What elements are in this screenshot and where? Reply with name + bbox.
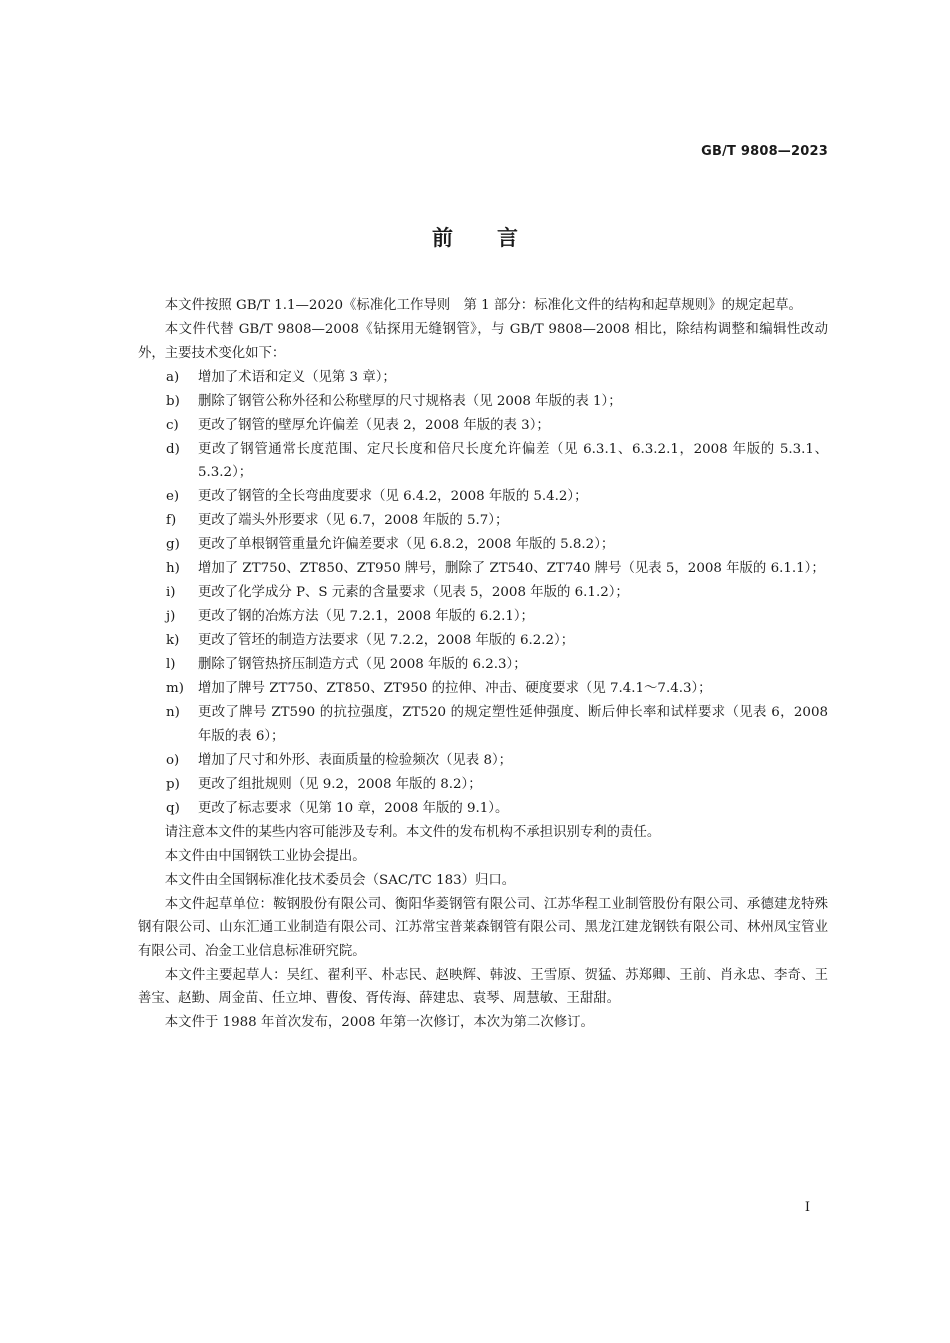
list-item-label: g) [166, 537, 180, 552]
list-item [138, 701, 828, 748]
list-item-label: a) [166, 369, 180, 385]
list-item-label: b) [166, 393, 180, 409]
drafting-organizations: 本文件起草单位：鞍钢股份有限公司、衡阳华菱钢管有限公司、江苏华程工业制管股份有限公司、承德建龙特殊钢有限公司、山东汇通工业制造有限公司、江苏常宝普莱森钢管有限公司、黑龙江建龙钢铁有限公司、林州凤宝管业有限公司、冶金工业信息标准研究院。 [138, 896, 828, 959]
change-list [138, 366, 828, 821]
list-item-text: 增加了牌号 ZT750、ZT850、ZT950 的拉伸、冲击、硬度要求（见 7.4.1～7.4.3）； [198, 681, 712, 696]
list-item [138, 366, 828, 390]
list-item-label: k) [166, 633, 180, 648]
title-char-1: 前 [432, 226, 453, 250]
list-item-text: 更改了端头外形要求（见 6.7，2008 年版的 5.7）； [198, 513, 509, 528]
list-item-text: 更改了组批规则（见 9.2，2008 年版的 8.2）； [198, 776, 482, 792]
administration-statement: 本文件由全国钢标准化技术委员会（SAC/TC 183）归口。 [164, 872, 516, 888]
list-item-label: i) [166, 585, 176, 600]
list-item-text: 删除了钢管热挤压制造方式（见 2008 年版的 6.2.3）； [198, 657, 527, 672]
page-title [0, 222, 950, 252]
list-item-text: 更改了钢管通常长度范围、定尺长度和倍尺长度允许偏差（见 6.3.1、6.3.2.1，2008 年版的 5.3.1、5.3.2）； [198, 441, 828, 480]
list-item [138, 653, 828, 677]
list-item [138, 390, 828, 414]
title-char-2: 言 [497, 226, 518, 250]
list-item-label: p) [166, 776, 180, 792]
list-item-text: 删除了钢管公称外径和公称壁厚的尺寸规格表（见 2008 年版的表 1）； [198, 393, 622, 409]
list-item [138, 797, 828, 821]
list-item [138, 605, 828, 629]
list-item [138, 677, 828, 701]
list-item [138, 557, 828, 581]
intro-paragraph-2: 本文件代替 GB/T 9808—2008《钻探用无缝钢管》，与 GB/T 9808—2008 相比，除结构调整和编辑性改动外，主要技术变化如下： [138, 322, 828, 361]
list-item [138, 414, 828, 438]
list-item [138, 581, 828, 605]
list-item [138, 533, 828, 557]
drafters: 本文件主要起草人：吴红、翟利平、朴志民、赵映辉、韩波、王雪原、贺猛、苏郑卿、王前、肖永忠、李奇、王善宝、赵勤、周金苗、任立坤、曹俊、胥传海、薛建忠、袁琴、周慧敏、王甜甜。 [138, 967, 828, 1006]
proposer-statement: 本文件由中国钢铁工业协会提出。 [164, 848, 366, 864]
patent-notice: 请注意本文件的某些内容可能涉及专利。本文件的发布机构不承担识别专利的责任。 [164, 824, 661, 840]
list-item [138, 438, 828, 485]
list-item-label: l) [166, 657, 176, 672]
list-item-text: 更改了牌号 ZT590 的抗拉强度，ZT520 的规定塑性延伸强度、断后伸长率和试样要求（见表 6，2008 年版的表 6）； [198, 705, 828, 744]
revision-history: 本文件于 1988 年首次发布，2008 年第一次修订，本次为第二次修订。 [164, 1015, 594, 1030]
list-item [138, 485, 828, 509]
list-item-label: e) [166, 489, 180, 504]
list-item [138, 509, 828, 533]
list-item-text: 更改了单根钢管重量允许偏差要求（见 6.8.2，2008 年版的 5.8.2）； [198, 537, 615, 552]
list-item-label: h) [166, 561, 180, 576]
list-item-text: 更改了管坯的制造方法要求（见 7.2.2，2008 年版的 6.2.2）； [198, 633, 575, 648]
list-item-label: d) [166, 441, 180, 457]
list-item-label: j) [166, 609, 176, 624]
list-item-label: m) [166, 681, 184, 696]
list-item-text: 增加了术语和定义（见第 3 章）； [198, 369, 396, 385]
list-item-label: q) [166, 800, 180, 816]
foreword-body [138, 294, 828, 1035]
list-item-label: n) [166, 705, 180, 720]
standard-number: GB/T 9808—2023 [701, 144, 828, 159]
page-number: I [804, 1200, 810, 1215]
list-item [138, 749, 828, 773]
list-item [138, 629, 828, 653]
list-item [138, 773, 828, 797]
list-item-text: 更改了钢管的壁厚允许偏差（见表 2，2008 年版的表 3）； [198, 417, 550, 433]
list-item-text: 增加了尺寸和外形、表面质量的检验频次（见表 8）； [198, 752, 513, 768]
list-item-text: 更改了化学成分 P、S 元素的含量要求（见表 5，2008 年版的 6.1.2）； [198, 585, 629, 600]
list-item-label: c) [166, 417, 179, 433]
list-item-text: 更改了标志要求（见第 10 章，2008 年版的 9.1）。 [198, 800, 509, 816]
list-item-label: f) [166, 513, 177, 528]
list-item-text: 更改了钢的冶炼方法（见 7.2.1，2008 年版的 6.2.1）； [198, 609, 534, 624]
list-item-label: o) [166, 752, 180, 768]
list-item-text: 更改了钢管的全长弯曲度要求（见 6.4.2，2008 年版的 5.4.2）； [198, 489, 588, 504]
list-item-text: 增加了 ZT750、ZT850、ZT950 牌号，删除了 ZT540、ZT740 牌号（见表 5，2008 年版的 6.1.1）； [198, 561, 825, 576]
intro-paragraph-1: 本文件按照 GB/T 1.1—2020《标准化工作导则 第 1 部分：标准化文件的结构和起草规则》的规定起草。 [164, 298, 802, 313]
